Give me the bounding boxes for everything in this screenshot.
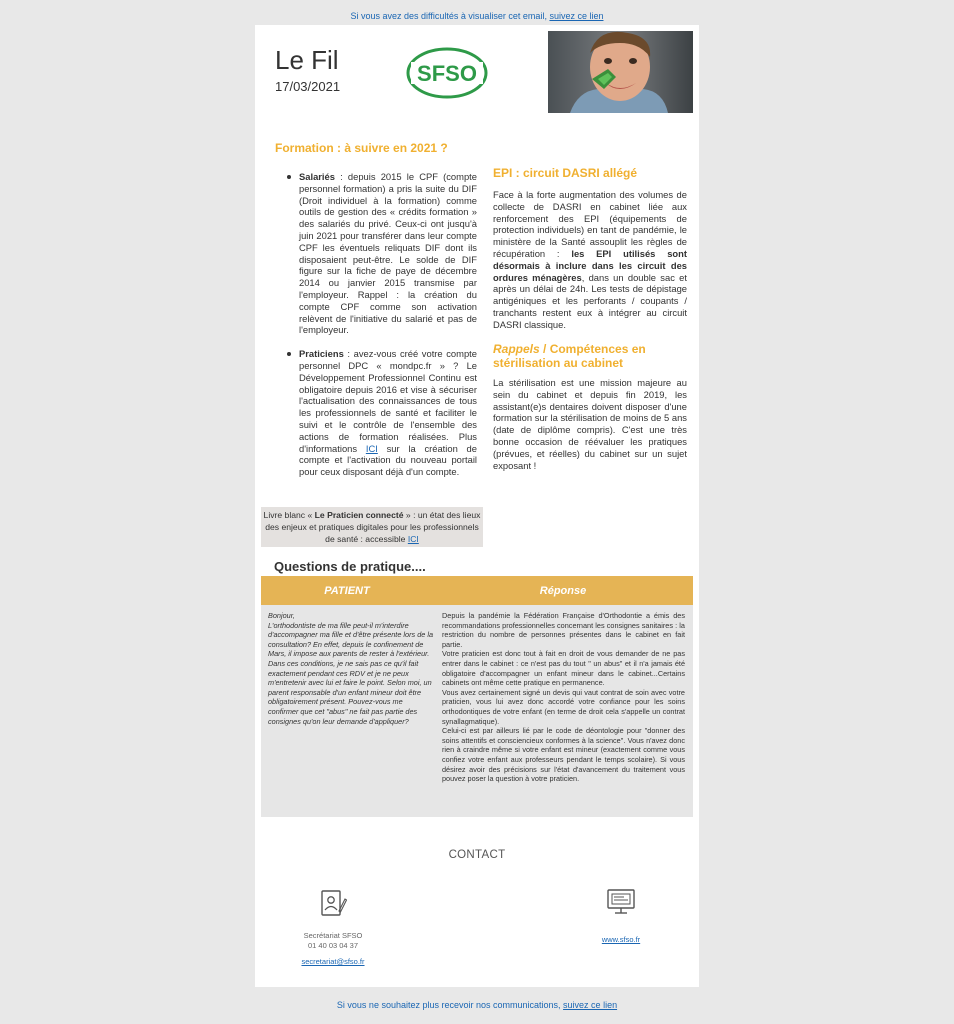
bottom-banner <box>0 1000 954 1010</box>
column-header-reponse: Réponse <box>539 584 587 597</box>
item-praticiens-text: : avez-vous créé votre compte personnel DPC « mondpc.fr » ? Le Développement Professionnel Continu est obligatoire depuis 2016 et vise à sécuriser l'actualisation des connaissances de tous les professionnels de santé et faciliter le suivi et le contrôle de l'ensemble des actions de formation réalisées. Plus d'informations <box>299 348 477 454</box>
contact-card-icon <box>319 889 347 917</box>
child-photo <box>548 31 693 113</box>
formation-heading: Formation : à suivre en 2021 ? <box>275 141 448 155</box>
contact-heading: CONTACT <box>448 849 506 861</box>
website-contact <box>561 935 681 945</box>
top-banner <box>0 11 954 21</box>
patient-question-text: Bonjour, L'orthodontiste de ma fille peut-il m'interdire d'accompagner ma fille et d'être présente lors de la consultation? En effet, depuis le confinement de Mars, il impose aux parents de rester à l'extérieur. Dans ces conditions, je ne sais pas ce qu'il fait exactement pendant ces RDV et je ne peux m'entretenir avec lui et faire le point. Selon moi, un parent responsable d'un enfant mineur doit être obligatoirement présent. Pouvez-vous me confirmer que cet "abus" ne fait pas partie des consignes qu'on leur demande d'appliquer? <box>268 611 434 726</box>
patient-question <box>261 605 434 817</box>
livre-blanc-link[interactable]: ICI <box>407 534 419 544</box>
rappels-italic: Rappels <box>493 342 540 356</box>
sfso-logo <box>405 45 489 101</box>
note-text-bold: Le Praticien connecté <box>314 510 404 520</box>
epi-text-bold: les EPI utilisés sont désormais à inclure dans les circuit des ordures ménagères <box>493 247 687 283</box>
item-praticiens-bold: Praticiens <box>299 348 344 360</box>
item-salaries-text: : depuis 2015 le CPF (compte personnel formation) a pris la suite du DIF (Droit individuel à la formation) comme outils de gestion des « crédits formation » des salariés du privé. Ceux-ci ont jusqu'à juin 2021 pour transférer dans leur compte CPF les éventuels reliquats DIF dont ils disposaient peut-être. Le solde de DIF figure sur la fiche de paye de décembre 2014 ou janvier 2015 transmise par l'employeur. Rappel : la création du compte CPF comme son activation relèvent de l'initiative du salarié et pas de l'employeur. <box>299 171 477 336</box>
secretariat-email-link[interactable]: secretariat@sfso.fr <box>301 957 365 966</box>
questions-table <box>261 576 693 817</box>
item-praticiens-after: sur la création de compte et l'activation du nouveau portail pour ceux disposant déjà d'un compte. <box>299 442 477 478</box>
secretariat-name: Secrétariat SFSO <box>303 931 363 940</box>
list-item <box>299 348 477 478</box>
sterilisation-section <box>493 377 687 481</box>
rappels-heading <box>493 342 687 370</box>
epi-paragraph <box>493 189 687 331</box>
website-link[interactable]: www.sfso.fr <box>601 935 641 944</box>
column-header-patient: PATIENT <box>324 584 370 597</box>
epi-text-b: , dans un double sac et après un délai de 24h. Les tests de dépistage antigéniques et les perforants / coupants / tranchants restent eux à intégrer au circuit DASRI classique. <box>493 271 687 330</box>
rappels-rest: / Compétences en stérilisation au cabinet <box>493 342 646 370</box>
logo-text: SFSO <box>417 61 477 86</box>
livre-blanc-note <box>261 507 483 547</box>
questions-title: Questions de pratique.... <box>274 559 426 574</box>
secretariat-contact <box>273 931 393 967</box>
unsubscribe-link[interactable]: suivez ce lien <box>563 1000 618 1010</box>
questions-table-header <box>261 576 693 605</box>
top-banner-text: Si vous avez des difficultés à visualiser cet email, <box>350 11 550 21</box>
list-item <box>299 171 477 336</box>
bottom-banner-text: Si vous ne souhaitez plus recevoir nos communications, <box>336 1000 564 1010</box>
item-salaries-bold: Salariés <box>299 171 335 182</box>
view-online-link[interactable]: suivez ce lien <box>549 11 604 21</box>
note-text-post: » : un état des lieux des enjeux et pratiques digitales pour les professionnels de santé : accessible <box>265 510 481 544</box>
epi-section <box>493 189 687 341</box>
reponse-answer-text: Depuis la pandémie la Fédération Française d'Orthodontie a émis des recommandations professionnelles concernant les consignes sanitaires : la restriction du nombre de personnes présentes dans le cabinet en fait partie. Votre praticien est donc tout à fait en droit de vous demander de ne pas entrer dans le cabinet : ce n'est pas du tout " un abus" et il n'a jamais été obligatoire d'accompagner un enfant mineur dans le cabinet...Certains cabinets ont même cette pratique en permanence. Vous avez certainement signé un devis qui vaut contrat de soin avec votre praticien, vous lui avez donc accordé votre confiance pour les soins orthodontiques de votre enfant (en terme de droit cela s'appelle un contrat synallagmatique). Celui-ci est par ailleurs lié par le code de déontologie pour "donner des soins attentifs et consciencieux conformes à la science". Vous n'avez donc rien à craindre même si votre enfant est mineur (exactement comme vous confiez votre enfant aux professeurs pendant le temps scolaire). Si vous désirez avoir des précisions sur l'état d'avancement du traitement vous pouvez poser la question à votre praticien. <box>442 611 685 784</box>
dpc-info-link[interactable]: ICI <box>365 442 378 454</box>
sterilisation-paragraph: La stérilisation est une mission majeure au sein du cabinet et depuis fin 2019, les assistant(e)s dentaires doivent disposer d'une formation sur la stérilisation de moins de 5 ans (date de diplôme compris). C'est une très bonne occasion de réévaluer les pratiques (prévues, et réelles) du cabinet sur un sujet exposant ! <box>493 377 687 471</box>
secretariat-phone: 01 40 03 04 37 <box>307 941 359 950</box>
note-text-pre: Livre blanc « <box>263 510 315 520</box>
bullet-icon <box>287 352 291 356</box>
questions-table-row <box>261 605 693 817</box>
newsletter-date: 17/03/2021 <box>275 79 341 94</box>
newsletter-title: Le Fil <box>275 45 339 75</box>
newsletter-card <box>255 25 699 987</box>
bullet-icon <box>287 175 291 179</box>
reponse-answer <box>434 605 693 817</box>
website-monitor-icon <box>606 888 636 916</box>
epi-text-a: Face à la forte augmentation des volumes de collecte de DASRI en cabinet liée aux renforcement des EPI (équipements de protection individuels) en tant de pandémie, le ministère de la Santé assouplit les règles de récupération : <box>493 189 687 259</box>
epi-heading: EPI : circuit DASRI allégé <box>493 166 638 180</box>
formation-section <box>287 171 477 490</box>
